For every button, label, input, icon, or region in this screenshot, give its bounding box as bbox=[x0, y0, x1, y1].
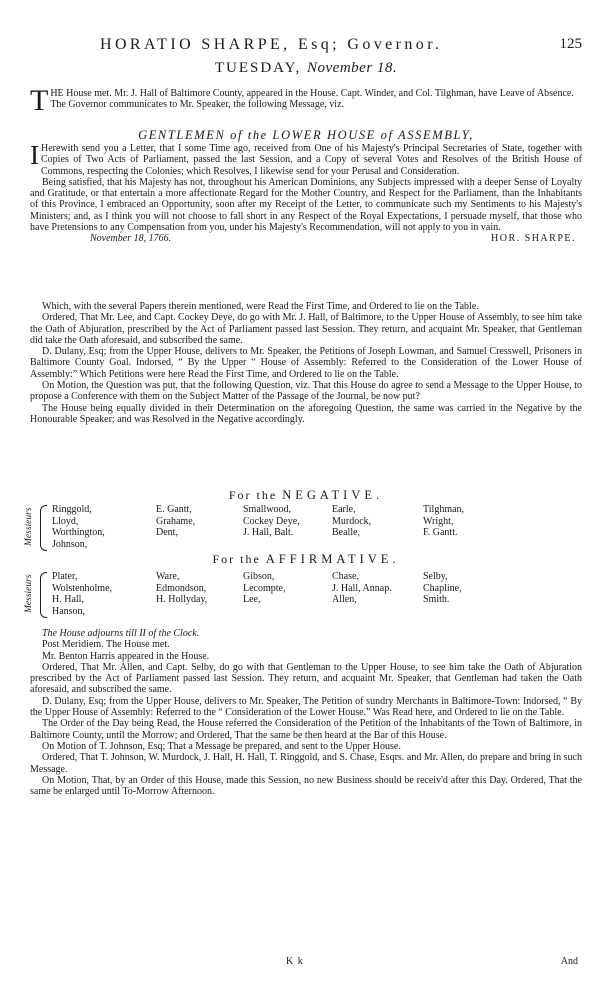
affirmative-col-1 bbox=[52, 571, 112, 617]
negative-col-1 bbox=[52, 504, 105, 550]
negative-brace bbox=[40, 505, 47, 551]
negative-vote-table bbox=[24, 504, 582, 552]
affirmative-col-5 bbox=[423, 571, 462, 606]
member-name: H. Hollyday, bbox=[156, 594, 208, 605]
proceeding-paragraph: The Order of the Day being Read, the House referred the Consideration of the Petition of the Inhabitants of the Town of Baltimore, in Baltimore County, until the Morrow; and Ordered, That the same be then heard at the Bar of this House. bbox=[30, 718, 582, 741]
proceeding-paragraph: On Motion, the Question was put, that the following Question, viz. That this House do agree to send a Message to the Upper House, to propose a Conference with them on the Subject Matter of the Passage of the Journal, be now put? bbox=[30, 380, 582, 403]
member-name: Ringgold, bbox=[52, 504, 92, 515]
member-name: Smith. bbox=[423, 594, 450, 605]
address-heading: GENTLEMEN of the LOWER HOUSE of ASSEMBLY, bbox=[138, 128, 474, 142]
member-name: Smallwood, bbox=[243, 504, 292, 515]
date-month: November 18. bbox=[307, 60, 398, 76]
letter-para-2: Being satisfied, that his Majesty has not, throughout his American Dominions, any Subjects impressed with a deeper Sense of Loyalty and Gratitude, or that entertain a more affectionate Regard for the Mother Country, and Respect for the Parliament, than the Inhabitants of this Province, I embraced an Opportunity, soon after my Receipt of the Letter, to communicate such my Sentiments to his Majesty's Ministers; and, as I think you will not choose to fall short in any Respect of the Royal Expectations, I persuade myself, that those who have Pretensions to any Compensation from you, under his Majesty's Recommendation, will not apply to you in vain. bbox=[30, 176, 582, 234]
member-name: Gibson, bbox=[243, 571, 275, 582]
proceeding-paragraph: On Motion, That, by an Order of this House, made this Session, no new Business should be receiv'd after this Day. Ordered, That the same be enlarged until To-Morrow Afternoon. bbox=[30, 774, 582, 798]
member-name: Lloyd, bbox=[52, 515, 79, 527]
affirmative-heading bbox=[30, 552, 582, 567]
proceeding-paragraph: Post Meridiem. The House met. bbox=[42, 639, 170, 651]
affirmative-col-4 bbox=[332, 571, 392, 606]
governor-letter bbox=[30, 140, 582, 245]
member-name: Wolstenholme, bbox=[52, 582, 113, 594]
affirmative-vote-table bbox=[24, 571, 582, 619]
member-name: Murdock, bbox=[332, 515, 372, 527]
running-head-title: HORATIO SHARPE, Esq; Governor. bbox=[100, 36, 443, 53]
proceeding-paragraph: Ordered, That Mr. Allen, and Capt. Selby, do go with that Gentleman to the Upper House, to see him take the Oath of Abjuration prescribed by the Act of Parliament passed last Session. They return, and acquaint Mr. Speaker, that Gentleman had taken the Oath aforesaid, and subscribed the same. bbox=[30, 661, 582, 696]
negative-heading-word: NEGATIVE. bbox=[282, 488, 384, 502]
letter-date: November 18, 1766. bbox=[90, 233, 172, 245]
member-name: F. Gantt. bbox=[423, 527, 458, 538]
negative-heading-prefix: For the bbox=[228, 488, 278, 502]
member-name: Hanson, bbox=[52, 605, 86, 617]
member-name: Wright, bbox=[423, 515, 454, 527]
member-name: Lecompte, bbox=[243, 582, 286, 594]
negative-messieurs-label: Messieurs bbox=[24, 507, 34, 547]
member-name: E. Gantt, bbox=[156, 504, 192, 515]
negative-col-5 bbox=[423, 504, 464, 539]
member-name: J. Hall, Balt. bbox=[243, 527, 294, 538]
negative-col-2 bbox=[156, 504, 195, 539]
proceeding-paragraph: Mr. Benton Harris appeared in the House. bbox=[42, 650, 210, 662]
member-name: Dent, bbox=[156, 527, 178, 538]
member-name: Tilghman, bbox=[423, 504, 465, 515]
proceedings-afternoon bbox=[30, 628, 582, 797]
intro-text: HE House met. Mr. J. Hall of Baltimore County, appeared in the House. Capt. Winder, and Col. Tilghman, have Leave of Absence. bbox=[50, 88, 574, 99]
running-head bbox=[30, 36, 582, 56]
date-heading bbox=[30, 60, 582, 77]
proceeding-paragraph: Ordered, That Mr. Lee, and Capt. Cockey Deye, do go with Mr. J. Hall, of Baltimore, to the Upper House of Assembly, to see him take the Oath of Abjuration, prescribed by the Act of Parliament passed last Session. They return, and acquaint Mr. Speaker, that Gentleman did take the Oath aforesaid, and subscribed the same. bbox=[30, 312, 582, 346]
proceeding-paragraph: Which, with the several Papers therein mentioned, were Read the First Time, and Ordered to lie on the Table. bbox=[42, 301, 479, 312]
member-name: Allen, bbox=[332, 594, 357, 605]
member-name: Lee, bbox=[243, 594, 261, 605]
member-name: Chase, bbox=[332, 571, 359, 582]
affirmative-heading-prefix: For the bbox=[212, 552, 261, 566]
page-footer bbox=[30, 956, 582, 968]
affirmative-heading-word: AFFIRMATIVE. bbox=[265, 552, 400, 566]
proceeding-paragraph: Ordered, That T. Johnson, W. Murdock, J. Hall, H. Hall, T. Ringgold, and S. Chase, Esqrs. and Mr. Allen, do prepare and bring in such Message. bbox=[30, 752, 582, 775]
intro-message-line: The Governor communicates to Mr. Speaker, the following Message, viz. bbox=[50, 99, 345, 111]
member-name: Edmondson, bbox=[156, 582, 207, 594]
member-name: Selby, bbox=[423, 571, 448, 582]
negative-heading bbox=[30, 488, 582, 503]
member-name: Cockey Deye, bbox=[243, 515, 300, 527]
intro-paragraph bbox=[30, 84, 582, 117]
letter-signature-row bbox=[30, 233, 582, 244]
member-name: Bealle, bbox=[332, 527, 361, 538]
negative-col-4 bbox=[332, 504, 371, 539]
proceeding-paragraph: The House being equally divided in their Determination on the aforegoing Question, the same was carried in the Negative by the Honourable Speaker; and was Resolved in the Negative accordingly. bbox=[30, 402, 582, 425]
member-name: J. Hall, Annap. bbox=[332, 582, 392, 594]
page-number: 125 bbox=[559, 36, 582, 52]
member-name: Chapline, bbox=[423, 582, 462, 594]
member-name: Earle, bbox=[332, 504, 356, 515]
affirmative-col-3 bbox=[243, 571, 285, 606]
letter-para-1: Herewith send you a Letter, that I some Time ago, received from One of his Majesty's Principal Secretaries of State, together with Copies of Two Acts of Parliament, passed the last Session, and a Copy of several Votes and Resolves of the British House of Commons, respecting the Colonies; which Resolves, I likewise send for your Perusal and Consideration. bbox=[41, 143, 582, 177]
member-name: Ware, bbox=[156, 571, 180, 582]
proceeding-paragraph: The House adjourns till II of the Clock. bbox=[42, 628, 200, 639]
dropcap-i: I bbox=[30, 140, 39, 170]
affirmative-messieurs-label: Messieurs bbox=[24, 574, 34, 614]
date-day: TUESDAY, bbox=[214, 60, 302, 76]
proceeding-paragraph: D. Dulany, Esq; from the Upper House, delivers to Mr. Speaker, the Petitions of Joseph Lowman, and Samuel Cresswell, Prisoners in Baltimore County Goal. Indorsed, “ By the Upper “ House of Assembly: Referred to the Consideration of the Lower House of Assembly:” Which Petitions were here Read the First Time, and Ordered to lie on the Table. bbox=[30, 346, 582, 380]
affirmative-brace bbox=[40, 572, 47, 618]
affirmative-col-2 bbox=[156, 571, 207, 606]
member-name: Plater, bbox=[52, 571, 78, 582]
member-name: Johnson, bbox=[52, 538, 88, 550]
member-name: Grahame, bbox=[156, 515, 196, 527]
signature-mark: K k bbox=[286, 956, 304, 967]
proceeding-paragraph: D. Dulany, Esq; from the Upper House, delivers to Mr. Speaker, The Petition of sundry Merchants in Baltimore-Town: Indorsed, “ By the Upper House of Assembly: Referred to the “ Consideration of the Lower House.” Was Read here, and Ordered to lie on the Table. bbox=[30, 695, 582, 719]
letter-signature: HOR. SHARPE. bbox=[491, 233, 576, 245]
catchword: And bbox=[560, 956, 578, 967]
negative-col-3 bbox=[243, 504, 300, 539]
proceedings-morning bbox=[30, 301, 582, 425]
member-name: Worthington, bbox=[52, 527, 105, 538]
proceeding-paragraph: On Motion of T. Johnson, Esq; That a Message be prepared, and sent to the Upper House. bbox=[42, 740, 401, 752]
member-name: H. Hall, bbox=[52, 594, 84, 605]
dropcap-t: T bbox=[30, 84, 49, 117]
